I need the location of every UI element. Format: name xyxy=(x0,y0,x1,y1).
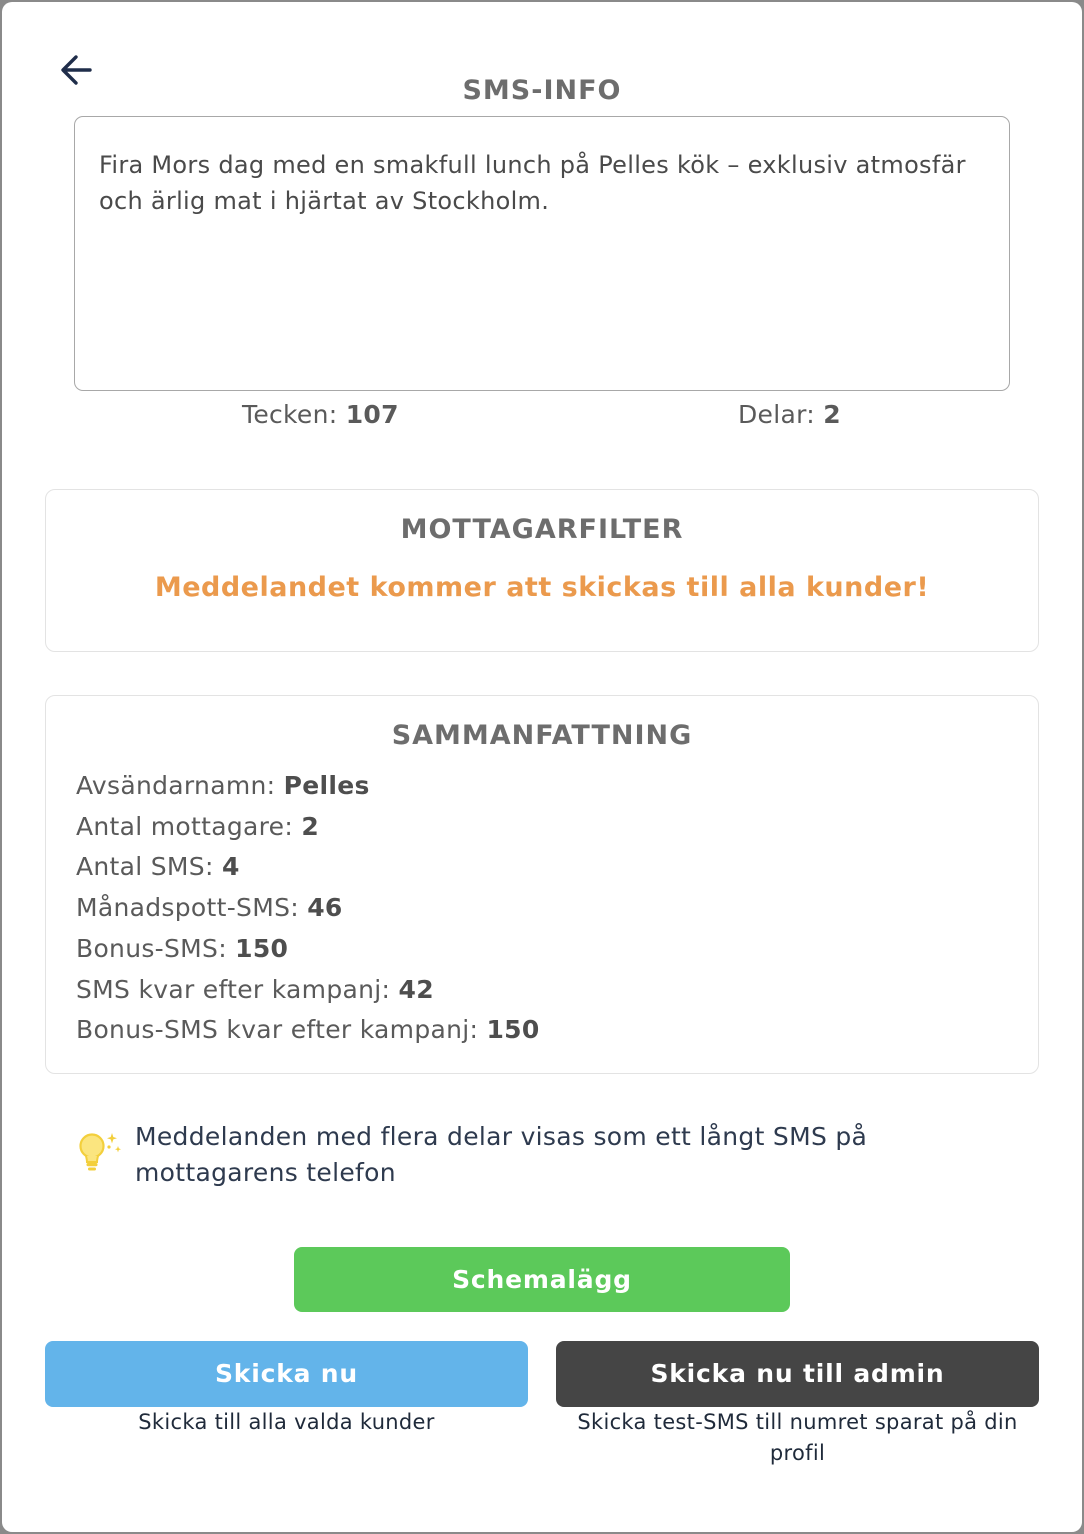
sms-info-title: SMS-INFO xyxy=(462,75,622,106)
parts-counter-value: 2 xyxy=(823,400,841,429)
summary-value: 46 xyxy=(307,893,343,923)
recipient-filter-message: Meddelandet kommer att skickas till alla kunder! xyxy=(154,572,930,603)
character-counter-value: 107 xyxy=(345,400,399,429)
summary-value: 2 xyxy=(301,811,320,841)
summary-value: Pelles xyxy=(283,771,370,800)
send-now-button[interactable]: Skicka nu xyxy=(45,1341,528,1407)
summary-value: 150 xyxy=(235,933,289,963)
character-counter-label: Tecken: xyxy=(242,400,338,429)
summary-list xyxy=(76,766,540,1051)
summary-row-recipient-count xyxy=(76,807,540,848)
summary-row-sms-count xyxy=(76,847,540,888)
message-textarea[interactable]: Fira Mors dag med en smakfull lunch på Pelles kök – exklusiv atmosfär och ärlig mat i hjärtat av Stockholm. xyxy=(74,116,1010,391)
summary-label: Bonus-SMS: xyxy=(76,933,227,963)
summary-label: Bonus-SMS kvar efter kampanj: xyxy=(76,1015,479,1045)
summary-row-bonus-remaining xyxy=(76,1010,540,1051)
lightbulb-icon xyxy=(74,1129,124,1177)
summary-row-sms-remaining xyxy=(76,970,540,1011)
summary-row-sender-name xyxy=(76,766,540,807)
schedule-button[interactable]: Schemalägg xyxy=(294,1247,790,1312)
send-to-admin-caption: Skicka test-SMS till numret sparat på din profil xyxy=(577,1410,1018,1465)
summary-label: Avsändarnamn: xyxy=(76,771,276,800)
recipient-filter-card xyxy=(45,489,1039,652)
multipart-tip-text: Meddelanden med flera delar visas som ett långt SMS på mottagarens telefon xyxy=(135,1122,868,1187)
sms-campaign-modal xyxy=(2,2,1082,1532)
summary-label: SMS kvar efter kampanj: xyxy=(76,974,391,1004)
recipient-filter-title: MOTTAGARFILTER xyxy=(400,514,684,545)
parts-counter-label: Delar: xyxy=(738,400,815,429)
summary-label: Antal mottagare: xyxy=(76,811,294,841)
summary-row-bonus-sms xyxy=(76,929,540,970)
send-to-admin-button[interactable]: Skicka nu till admin xyxy=(556,1341,1039,1407)
send-now-caption: Skicka till alla valda kunder xyxy=(138,1410,435,1434)
summary-label: Månadspott-SMS: xyxy=(76,893,299,923)
summary-card xyxy=(45,695,1039,1074)
summary-title: SAMMANFATTNING xyxy=(391,720,693,751)
parts-counter xyxy=(738,400,841,429)
summary-value: 42 xyxy=(398,974,434,1004)
character-counter xyxy=(242,400,399,429)
summary-row-monthly-sms xyxy=(76,888,540,929)
summary-value: 150 xyxy=(486,1015,540,1045)
summary-label: Antal SMS: xyxy=(76,852,214,882)
summary-value: 4 xyxy=(221,852,240,882)
